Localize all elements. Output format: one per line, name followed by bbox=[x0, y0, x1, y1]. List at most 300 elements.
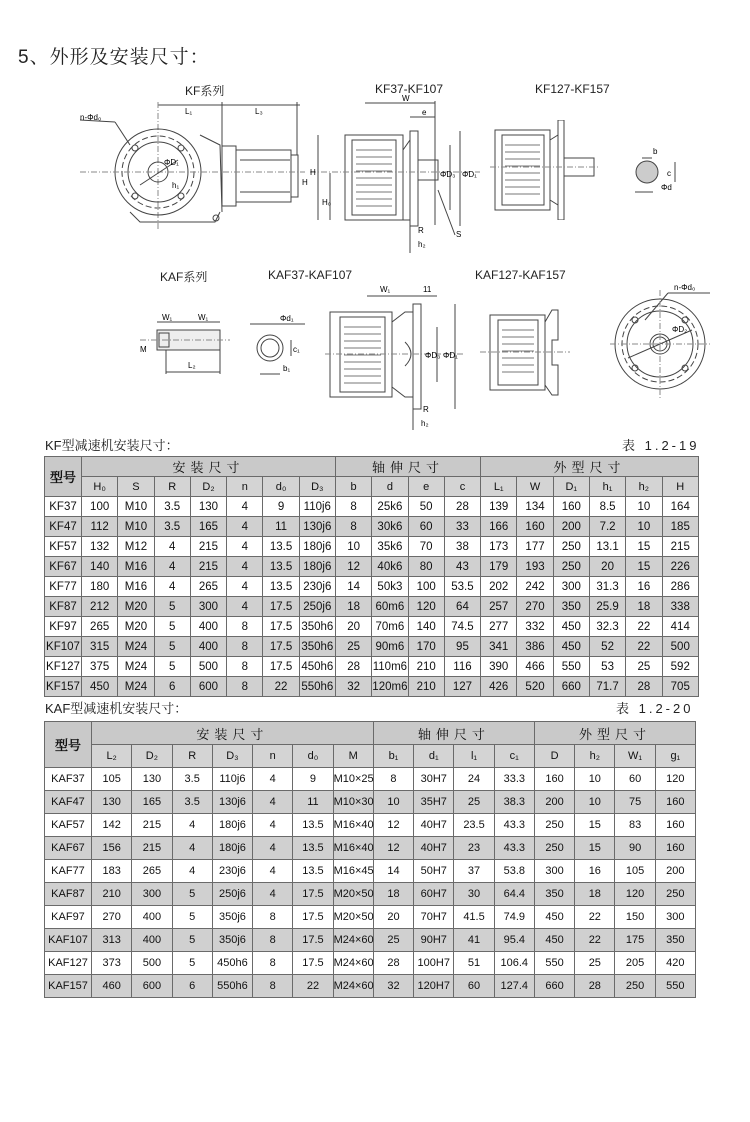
model-cell: KAF77 bbox=[45, 860, 92, 883]
column-header: h₂ bbox=[575, 745, 615, 768]
value-cell: 373 bbox=[92, 952, 132, 975]
column-header: e bbox=[408, 477, 444, 497]
dim-h1: h₁ bbox=[172, 181, 180, 190]
value-cell: 70m6 bbox=[372, 617, 408, 637]
value-cell: 313 bbox=[92, 929, 132, 952]
kaf127-157-label: KAF127-KAF157 bbox=[475, 268, 566, 282]
value-cell: 386 bbox=[517, 637, 553, 657]
value-cell: 120m6 bbox=[372, 677, 408, 697]
value-cell: 20 bbox=[589, 557, 625, 577]
value-cell: 160 bbox=[534, 768, 574, 791]
value-cell: 250 bbox=[615, 975, 655, 998]
model-cell: KF127 bbox=[45, 657, 82, 677]
value-cell: 30 bbox=[454, 883, 494, 906]
value-cell: 4 bbox=[154, 537, 190, 557]
column-header: D₁ bbox=[553, 477, 589, 497]
value-cell: 13.5 bbox=[293, 860, 333, 883]
value-cell: 160 bbox=[655, 791, 695, 814]
value-cell: 60 bbox=[454, 975, 494, 998]
value-cell: 7.2 bbox=[589, 517, 625, 537]
value-cell: 130 bbox=[132, 768, 172, 791]
value-cell: 180j6 bbox=[299, 557, 335, 577]
model-cell: KAF157 bbox=[45, 975, 92, 998]
column-header: d₀ bbox=[263, 477, 299, 497]
table-row bbox=[45, 577, 699, 597]
value-cell: 32 bbox=[335, 677, 371, 697]
model-header: 型号 bbox=[45, 722, 92, 768]
table-row bbox=[45, 791, 696, 814]
value-cell: 179 bbox=[481, 557, 517, 577]
dim-c: c bbox=[667, 169, 671, 178]
value-cell: 265 bbox=[82, 617, 118, 637]
value-cell: 60m6 bbox=[372, 597, 408, 617]
table-row bbox=[45, 617, 699, 637]
dim-S: S bbox=[456, 230, 462, 239]
value-cell: 50k3 bbox=[372, 577, 408, 597]
value-cell: 520 bbox=[517, 677, 553, 697]
kaf-shaft-section-diagram bbox=[245, 310, 320, 380]
value-cell: M20 bbox=[118, 597, 154, 617]
value-cell: 202 bbox=[481, 577, 517, 597]
kaf-flange-front-diagram bbox=[610, 280, 730, 405]
column-header: c bbox=[444, 477, 480, 497]
value-cell: 43.3 bbox=[494, 814, 534, 837]
value-cell: 116 bbox=[444, 657, 480, 677]
value-cell: 450h6 bbox=[299, 657, 335, 677]
value-cell: 160 bbox=[553, 497, 589, 517]
value-cell: 127 bbox=[444, 677, 480, 697]
value-cell: 105 bbox=[92, 768, 132, 791]
kf-series-label: KF系列 bbox=[185, 84, 225, 98]
value-cell: 4 bbox=[227, 517, 263, 537]
model-cell: KAF37 bbox=[45, 768, 92, 791]
value-cell: 60 bbox=[615, 768, 655, 791]
value-cell: 10 bbox=[335, 537, 371, 557]
value-cell: 18 bbox=[626, 597, 662, 617]
value-cell: 14 bbox=[335, 577, 371, 597]
dim-b1: b₁ bbox=[283, 364, 291, 373]
dim-phi-D1-3: ΦD₁ bbox=[443, 351, 458, 360]
column-header: D₃ bbox=[212, 745, 252, 768]
value-cell: 64.4 bbox=[494, 883, 534, 906]
value-cell: 250 bbox=[553, 537, 589, 557]
value-cell: 17.5 bbox=[293, 929, 333, 952]
value-cell: 180j6 bbox=[212, 837, 252, 860]
value-cell: 4 bbox=[253, 768, 293, 791]
value-cell: 390 bbox=[481, 657, 517, 677]
model-cell: KAF107 bbox=[45, 929, 92, 952]
value-cell: 8 bbox=[227, 617, 263, 637]
value-cell: 414 bbox=[662, 617, 699, 637]
value-cell: M16×40 bbox=[333, 814, 373, 837]
kf127-157-label: KF127-KF157 bbox=[535, 82, 610, 96]
table-row bbox=[45, 768, 696, 791]
value-cell: 33.3 bbox=[494, 768, 534, 791]
value-cell: 5 bbox=[172, 952, 212, 975]
value-cell: 3.5 bbox=[172, 791, 212, 814]
value-cell: 95 bbox=[444, 637, 480, 657]
value-cell: 13.5 bbox=[263, 577, 299, 597]
value-cell: 4 bbox=[253, 814, 293, 837]
value-cell: 250 bbox=[534, 837, 574, 860]
table-row bbox=[45, 906, 696, 929]
column-header: h₂ bbox=[626, 477, 662, 497]
model-cell: KAF57 bbox=[45, 814, 92, 837]
dim-e: e bbox=[422, 108, 427, 117]
value-cell: M20×50 bbox=[333, 906, 373, 929]
value-cell: 22 bbox=[575, 929, 615, 952]
model-cell: KAF47 bbox=[45, 791, 92, 814]
value-cell: 350h6 bbox=[299, 617, 335, 637]
value-cell: 17.5 bbox=[293, 952, 333, 975]
value-cell: M20 bbox=[118, 617, 154, 637]
dim-phi-D3: ΦD₃ bbox=[440, 170, 456, 179]
value-cell: M24 bbox=[118, 657, 154, 677]
value-cell: 8 bbox=[227, 677, 263, 697]
value-cell: 17.5 bbox=[263, 617, 299, 637]
value-cell: 33 bbox=[444, 517, 480, 537]
value-cell: 5 bbox=[172, 906, 212, 929]
value-cell: 25 bbox=[373, 929, 413, 952]
value-cell: 200 bbox=[553, 517, 589, 537]
value-cell: 183 bbox=[92, 860, 132, 883]
value-cell: 180 bbox=[82, 577, 118, 597]
value-cell: 150 bbox=[615, 906, 655, 929]
table-row bbox=[45, 929, 696, 952]
value-cell: 350j6 bbox=[212, 906, 252, 929]
value-cell: 25k6 bbox=[372, 497, 408, 517]
value-cell: 35k6 bbox=[372, 537, 408, 557]
value-cell: 450 bbox=[553, 617, 589, 637]
group-header-outline: 外型尺寸 bbox=[534, 722, 695, 745]
value-cell: 5 bbox=[154, 637, 190, 657]
value-cell: 13.5 bbox=[293, 814, 333, 837]
value-cell: 8 bbox=[253, 975, 293, 998]
model-cell: KF57 bbox=[45, 537, 82, 557]
value-cell: 18 bbox=[335, 597, 371, 617]
value-cell: 450 bbox=[534, 906, 574, 929]
value-cell: 230j6 bbox=[299, 577, 335, 597]
value-cell: 177 bbox=[517, 537, 553, 557]
table-row bbox=[45, 537, 699, 557]
section-title: 5、外形及安装尺寸： bbox=[18, 47, 210, 68]
value-cell: 660 bbox=[553, 677, 589, 697]
group-header-install: 安装尺寸 bbox=[82, 457, 336, 477]
value-cell: 4 bbox=[172, 837, 212, 860]
column-header: H₀ bbox=[82, 477, 118, 497]
value-cell: 37 bbox=[454, 860, 494, 883]
value-cell: 550 bbox=[534, 952, 574, 975]
value-cell: 23.5 bbox=[454, 814, 494, 837]
value-cell: 13.5 bbox=[293, 837, 333, 860]
value-cell: 12 bbox=[335, 557, 371, 577]
value-cell: 75 bbox=[615, 791, 655, 814]
value-cell: 130 bbox=[190, 497, 226, 517]
value-cell: 13.5 bbox=[263, 557, 299, 577]
dim-H: H bbox=[302, 178, 308, 187]
value-cell: 4 bbox=[172, 814, 212, 837]
value-cell: 120 bbox=[655, 768, 695, 791]
value-cell: 400 bbox=[190, 617, 226, 637]
column-header: L₁ bbox=[481, 477, 517, 497]
value-cell: 110j6 bbox=[299, 497, 335, 517]
value-cell: 8 bbox=[253, 906, 293, 929]
dim-L3: L₃ bbox=[255, 107, 263, 116]
value-cell: 15 bbox=[626, 557, 662, 577]
value-cell: 350h6 bbox=[299, 637, 335, 657]
value-cell: 50 bbox=[408, 497, 444, 517]
value-cell: 140 bbox=[408, 617, 444, 637]
value-cell: 400 bbox=[132, 929, 172, 952]
table-row bbox=[45, 837, 696, 860]
model-cell: KF67 bbox=[45, 557, 82, 577]
value-cell: 550 bbox=[553, 657, 589, 677]
value-cell: M10 bbox=[118, 517, 154, 537]
column-header: g₁ bbox=[655, 745, 695, 768]
value-cell: 105 bbox=[615, 860, 655, 883]
value-cell: 100 bbox=[408, 577, 444, 597]
value-cell: 17.5 bbox=[293, 883, 333, 906]
value-cell: 230j6 bbox=[212, 860, 252, 883]
value-cell: 215 bbox=[190, 537, 226, 557]
kf-table-caption: KF型减速机安装尺寸： bbox=[45, 438, 179, 453]
value-cell: 53 bbox=[589, 657, 625, 677]
dim-c1: c₁ bbox=[293, 345, 300, 354]
value-cell: M10×30 bbox=[333, 791, 373, 814]
value-cell: 600 bbox=[132, 975, 172, 998]
table-row bbox=[45, 975, 696, 998]
column-header: d₀ bbox=[293, 745, 333, 768]
value-cell: 24 bbox=[454, 768, 494, 791]
value-cell: 10 bbox=[626, 497, 662, 517]
value-cell: 175 bbox=[615, 929, 655, 952]
kf127-157-diagram bbox=[490, 120, 600, 220]
value-cell: 11 bbox=[263, 517, 299, 537]
kaf127-157-diagram bbox=[480, 300, 570, 400]
value-cell: 250j6 bbox=[299, 597, 335, 617]
column-header: b bbox=[335, 477, 371, 497]
value-cell: 242 bbox=[517, 577, 553, 597]
value-cell: 11 bbox=[293, 791, 333, 814]
value-cell: 6 bbox=[172, 975, 212, 998]
value-cell: 400 bbox=[132, 906, 172, 929]
value-cell: 592 bbox=[662, 657, 699, 677]
value-cell: 16 bbox=[626, 577, 662, 597]
value-cell: 8 bbox=[227, 637, 263, 657]
table-row bbox=[45, 677, 699, 697]
value-cell: 9 bbox=[293, 768, 333, 791]
value-cell: 22 bbox=[263, 677, 299, 697]
value-cell: 185 bbox=[662, 517, 699, 537]
value-cell: 15 bbox=[575, 837, 615, 860]
table-row bbox=[45, 597, 699, 617]
value-cell: 4 bbox=[154, 557, 190, 577]
value-cell: 466 bbox=[517, 657, 553, 677]
value-cell: 165 bbox=[132, 791, 172, 814]
value-cell: 212 bbox=[82, 597, 118, 617]
value-cell: 25 bbox=[454, 791, 494, 814]
value-cell: 130j6 bbox=[299, 517, 335, 537]
dim-phi-D1-2: ΦD₁ bbox=[462, 170, 477, 179]
value-cell: 80 bbox=[408, 557, 444, 577]
value-cell: 15 bbox=[626, 537, 662, 557]
value-cell: 8 bbox=[335, 497, 371, 517]
column-header: L₂ bbox=[92, 745, 132, 768]
value-cell: 70H7 bbox=[414, 906, 454, 929]
dim-R-2: R bbox=[423, 405, 429, 414]
value-cell: 40k6 bbox=[372, 557, 408, 577]
value-cell: 17.5 bbox=[263, 637, 299, 657]
value-cell: 4 bbox=[154, 577, 190, 597]
value-cell: 4 bbox=[253, 837, 293, 860]
value-cell: 400 bbox=[190, 637, 226, 657]
value-cell: 70 bbox=[408, 537, 444, 557]
model-cell: KF37 bbox=[45, 497, 82, 517]
value-cell: 265 bbox=[132, 860, 172, 883]
value-cell: 226 bbox=[662, 557, 699, 577]
column-header: R bbox=[172, 745, 212, 768]
value-cell: 32.3 bbox=[589, 617, 625, 637]
kaf37-107-diagram bbox=[325, 282, 465, 432]
kf-dimension-table bbox=[44, 456, 699, 697]
value-cell: 35H7 bbox=[414, 791, 454, 814]
value-cell: 215 bbox=[132, 837, 172, 860]
value-cell: 10 bbox=[373, 791, 413, 814]
value-cell: 130j6 bbox=[212, 791, 252, 814]
value-cell: 53.5 bbox=[444, 577, 480, 597]
value-cell: 132 bbox=[82, 537, 118, 557]
value-cell: 60 bbox=[408, 517, 444, 537]
value-cell: 14 bbox=[373, 860, 413, 883]
dim-W1-b: W₁ bbox=[198, 313, 209, 322]
value-cell: 8 bbox=[253, 952, 293, 975]
table-row bbox=[45, 860, 696, 883]
value-cell: 156 bbox=[92, 837, 132, 860]
group-header-shaft: 轴伸尺寸 bbox=[335, 457, 480, 477]
model-cell: KF97 bbox=[45, 617, 82, 637]
column-header: S bbox=[118, 477, 154, 497]
value-cell: 210 bbox=[92, 883, 132, 906]
value-cell: 500 bbox=[132, 952, 172, 975]
dim-11: 11 bbox=[423, 285, 432, 294]
value-cell: 4 bbox=[253, 791, 293, 814]
value-cell: 200 bbox=[655, 860, 695, 883]
value-cell: 71.7 bbox=[589, 677, 625, 697]
table-row bbox=[45, 952, 696, 975]
value-cell: 250 bbox=[534, 814, 574, 837]
kaf37-107-label: KAF37-KAF107 bbox=[268, 268, 353, 282]
column-header: M bbox=[333, 745, 373, 768]
value-cell: M24 bbox=[118, 637, 154, 657]
value-cell: 100H7 bbox=[414, 952, 454, 975]
value-cell: 41 bbox=[454, 929, 494, 952]
value-cell: 4 bbox=[253, 860, 293, 883]
value-cell: 500 bbox=[190, 657, 226, 677]
value-cell: 250 bbox=[655, 883, 695, 906]
value-cell: M16 bbox=[118, 557, 154, 577]
value-cell: 120 bbox=[408, 597, 444, 617]
value-cell: 25.9 bbox=[589, 597, 625, 617]
value-cell: 28 bbox=[373, 952, 413, 975]
value-cell: 38.3 bbox=[494, 791, 534, 814]
value-cell: 5 bbox=[172, 883, 212, 906]
value-cell: M24×60 bbox=[333, 929, 373, 952]
value-cell: 426 bbox=[481, 677, 517, 697]
value-cell: 257 bbox=[481, 597, 517, 617]
value-cell: 164 bbox=[662, 497, 699, 517]
value-cell: 8.5 bbox=[589, 497, 625, 517]
value-cell: 600 bbox=[190, 677, 226, 697]
value-cell: 32 bbox=[373, 975, 413, 998]
kf-key-section-diagram bbox=[625, 140, 685, 200]
value-cell: 31.3 bbox=[589, 577, 625, 597]
value-cell: 17.5 bbox=[293, 906, 333, 929]
value-cell: 205 bbox=[615, 952, 655, 975]
dim-R: R bbox=[418, 226, 424, 235]
value-cell: 4 bbox=[172, 860, 212, 883]
value-cell: M10 bbox=[118, 497, 154, 517]
dim-phi-D2: ΦD₂ bbox=[672, 325, 688, 334]
column-header: R bbox=[154, 477, 190, 497]
value-cell: 28 bbox=[626, 677, 662, 697]
value-cell: 17.5 bbox=[263, 657, 299, 677]
value-cell: 28 bbox=[575, 975, 615, 998]
value-cell: 50H7 bbox=[414, 860, 454, 883]
value-cell: 4 bbox=[227, 577, 263, 597]
value-cell: 338 bbox=[662, 597, 699, 617]
table-row bbox=[45, 657, 699, 677]
value-cell: 53.8 bbox=[494, 860, 534, 883]
value-cell: 332 bbox=[517, 617, 553, 637]
dim-phi-d: Φd bbox=[661, 183, 672, 192]
value-cell: 20 bbox=[373, 906, 413, 929]
table-row bbox=[45, 497, 699, 517]
column-header: W bbox=[517, 477, 553, 497]
value-cell: 20 bbox=[335, 617, 371, 637]
model-cell: KF47 bbox=[45, 517, 82, 537]
value-cell: 140 bbox=[82, 557, 118, 577]
table-row bbox=[45, 517, 699, 537]
dim-n-phi-d0: n-Φd₀ bbox=[80, 113, 102, 122]
model-header: 型号 bbox=[45, 457, 82, 497]
value-cell: 660 bbox=[534, 975, 574, 998]
model-cell: KAF127 bbox=[45, 952, 92, 975]
column-header: b₁ bbox=[373, 745, 413, 768]
value-cell: 705 bbox=[662, 677, 699, 697]
value-cell: 30H7 bbox=[414, 768, 454, 791]
value-cell: 270 bbox=[517, 597, 553, 617]
value-cell: 30k6 bbox=[372, 517, 408, 537]
value-cell: 200 bbox=[534, 791, 574, 814]
value-cell: 74.5 bbox=[444, 617, 480, 637]
value-cell: 450 bbox=[534, 929, 574, 952]
model-cell: KAF87 bbox=[45, 883, 92, 906]
value-cell: 160 bbox=[655, 837, 695, 860]
value-cell: 120H7 bbox=[414, 975, 454, 998]
value-cell: 90m6 bbox=[372, 637, 408, 657]
value-cell: 43 bbox=[444, 557, 480, 577]
table-row bbox=[45, 557, 699, 577]
value-cell: 9 bbox=[263, 497, 299, 517]
table-row bbox=[45, 883, 696, 906]
value-cell: 170 bbox=[408, 637, 444, 657]
value-cell: 130 bbox=[92, 791, 132, 814]
value-cell: 8 bbox=[227, 657, 263, 677]
dim-M: M bbox=[140, 345, 147, 354]
value-cell: 15 bbox=[575, 814, 615, 837]
group-header-outline: 外型尺寸 bbox=[481, 457, 699, 477]
value-cell: M16×45 bbox=[333, 860, 373, 883]
